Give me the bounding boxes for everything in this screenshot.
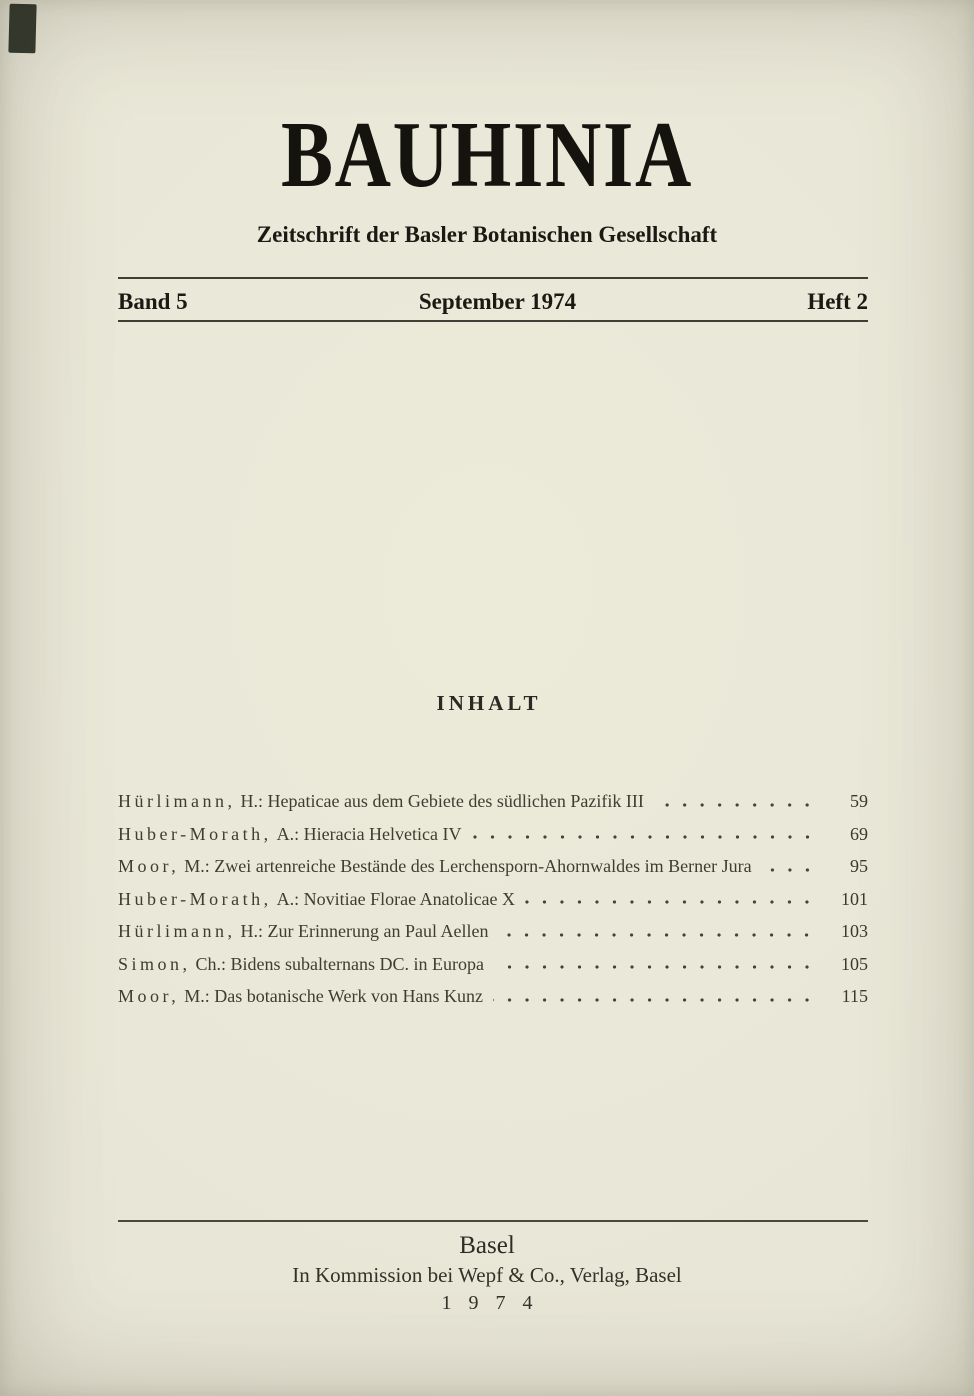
toc-entry: [118, 850, 868, 883]
scan-corner-artifact: [8, 4, 36, 54]
table-of-contents: [118, 785, 868, 1013]
toc-entry-text: [118, 850, 752, 883]
toc-author: Simon,: [118, 953, 191, 974]
toc-author: Hürlimann,: [118, 921, 236, 941]
volume-label: Band 5: [118, 289, 188, 314]
toc-title: Ch.: Bidens subalternans DC. in Europa: [195, 953, 484, 974]
toc-title: M.: Zwei artenreiche Bestände des Lerchensporn-Ahornwaldes im Berner Jura: [184, 856, 752, 876]
toc-entry: [118, 883, 868, 916]
toc-page-number: 69: [850, 823, 868, 844]
toc-entry-text: [118, 818, 462, 851]
contents-heading: INHALT: [436, 691, 542, 715]
toc-entry-text: [118, 948, 484, 981]
toc-entry-text: [118, 915, 488, 948]
dot-leader: [762, 867, 822, 873]
toc-page-number: 101: [841, 888, 868, 909]
bottom-divider: [118, 1220, 868, 1222]
dot-leader: [525, 899, 822, 905]
toc-page-number: 105: [841, 953, 868, 974]
toc-title: M.: Das botanische Werk von Hans Kunz: [184, 986, 483, 1006]
issue-number-label: Heft 2: [807, 289, 868, 314]
toc-title: H.: Hepaticae aus dem Gebiete des südlichen Pazifik III: [240, 791, 644, 811]
toc-entry-text: [118, 980, 483, 1013]
toc-entry: [118, 980, 868, 1013]
journal-subtitle: Zeitschrift der Basler Botanischen Gesellschaft: [256, 222, 718, 247]
toc-entry: [118, 785, 868, 818]
imprint-city: Basel: [459, 1232, 515, 1259]
toc-entry-text: [118, 785, 644, 818]
toc-author: Moor,: [118, 986, 180, 1006]
top-divider: [118, 277, 868, 279]
toc-entry: [118, 915, 868, 948]
toc-page-number: 95: [850, 856, 868, 876]
toc-entry: [118, 818, 868, 851]
imprint-publisher: In Kommission bei Wepf & Co., Verlag, Basel: [292, 1263, 682, 1287]
dot-leader: [494, 964, 822, 970]
toc-page-number: 59: [850, 791, 868, 811]
toc-author: Hürlimann,: [118, 791, 236, 811]
toc-title: A.: Novitiae Florae Anatolicae X: [276, 888, 516, 909]
imprint-year: 1 9 7 4: [441, 1292, 539, 1314]
journal-title: BAUHINIA: [280, 103, 694, 207]
toc-entry-text: [118, 883, 515, 916]
toc-title: H.: Zur Erinnerung an Paul Aellen: [240, 921, 489, 941]
toc-page-number: 103: [841, 921, 868, 941]
toc-page-number: 115: [841, 986, 868, 1006]
toc-author: Moor,: [118, 856, 180, 876]
toc-entry: [118, 948, 868, 981]
issue-info-row: [118, 285, 868, 319]
issue-date-label: September 1974: [418, 289, 577, 314]
dot-leader: [493, 997, 822, 1003]
dot-leader: [472, 834, 822, 840]
dot-leader: [654, 802, 822, 808]
toc-title: A.: Hieracia Helvetica IV: [276, 823, 462, 844]
dot-leader: [498, 932, 822, 938]
mid-divider: [118, 320, 868, 322]
toc-author: Huber-Morath,: [118, 888, 272, 909]
toc-author: Huber-Morath,: [118, 823, 272, 844]
